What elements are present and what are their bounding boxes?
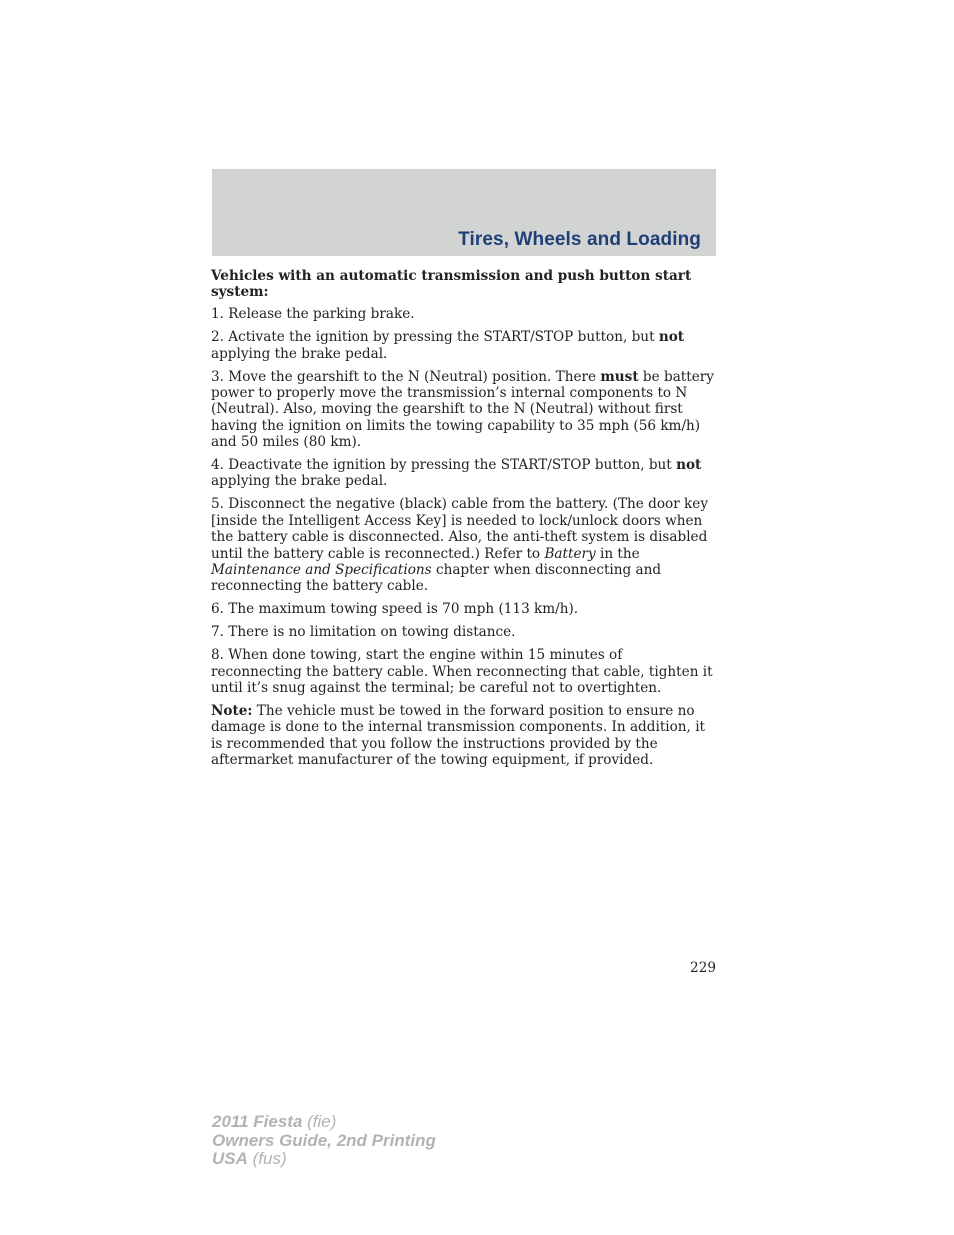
step-2-text-b: applying the brake pedal.: [211, 345, 388, 362]
note-text: The vehicle must be towed in the forward position to ensure no damage is done to the internal transmission components. In addition, it is recommended that you follow the instructions provided by the aftermarket manufacturer of the towing equipment, if provided.: [211, 702, 706, 769]
step-3-text-b: be battery power to properly move the transmission’s internal components to N (Neutral). Also, moving the gearshift to the N (Neutral) without first having the ignition on limits the towing capability to 35 mph (56 km/h) and 50 miles (80 km).: [211, 368, 714, 451]
step-5-text-b: in the: [595, 545, 640, 562]
step-5-reference-battery: Battery: [544, 545, 596, 562]
step-5: [211, 496, 717, 594]
step-5-text-a: 5. Disconnect the negative (black) cable from the battery. (The door key [inside the Intelligent Access Key] is needed to lock/unlock doors when the battery cable is disconnected. Also, the anti-theft system is disabled until the battery cable is reconnected.) Refer to: [211, 496, 709, 562]
step-2-text-a: 2. Activate the ignition by pressing the START/STOP button, but: [211, 329, 659, 346]
section-title: Tires, Wheels and Loading: [458, 229, 701, 250]
step-7: 7. There is no limitation on towing distance.: [211, 624, 516, 641]
step-6: 6. The maximum towing speed is 70 mph (113 km/h).: [211, 601, 579, 618]
footer-line-1: [212, 1113, 436, 1132]
page-number: 229: [690, 960, 716, 976]
step-8: 8. When done towing, start the engine within 15 minutes of reconnecting the battery cable. When reconnecting that cable, tighten it until it’s snug against the terminal; be careful not to overtighten.: [211, 647, 713, 696]
footer-line-2: [212, 1132, 436, 1151]
step-3-emphasis: must: [600, 368, 639, 385]
note-label: Note:: [211, 702, 253, 719]
step-4-text-b: applying the brake pedal.: [211, 473, 388, 490]
step-2-emphasis: not: [658, 329, 685, 346]
step-4-emphasis: not: [676, 457, 702, 474]
footer-model: 2011 Fiesta: [212, 1112, 303, 1131]
step-4-text-a: 4. Deactivate the ignition by pressing the START/STOP button, but: [211, 457, 677, 474]
footer-guide-edition: Owners Guide, 2nd Printing: [212, 1130, 436, 1150]
step-5-text-c: chapter when disconnecting and reconnecting the battery cable.: [211, 562, 662, 595]
step-2: [211, 329, 717, 362]
step-4: [211, 457, 717, 490]
footer-market-code: (fus): [247, 1149, 287, 1168]
footer-line-3: [212, 1150, 436, 1169]
document-footer: [212, 1113, 436, 1169]
subsection-heading: Vehicles with an automatic transmission and push button start system:: [211, 268, 692, 301]
step-3-text-a: 3. Move the gearshift to the N (Neutral) position. There: [211, 368, 601, 385]
step-3: [211, 369, 717, 451]
step-5-reference-chapter: Maintenance and Specifications: [211, 562, 432, 578]
page-content: [211, 268, 717, 775]
section-header-band: [212, 169, 716, 256]
step-1: 1. Release the parking brake.: [211, 306, 415, 323]
note: [211, 703, 717, 769]
footer-market: USA: [212, 1149, 248, 1168]
footer-model-code: (fie): [302, 1112, 337, 1131]
